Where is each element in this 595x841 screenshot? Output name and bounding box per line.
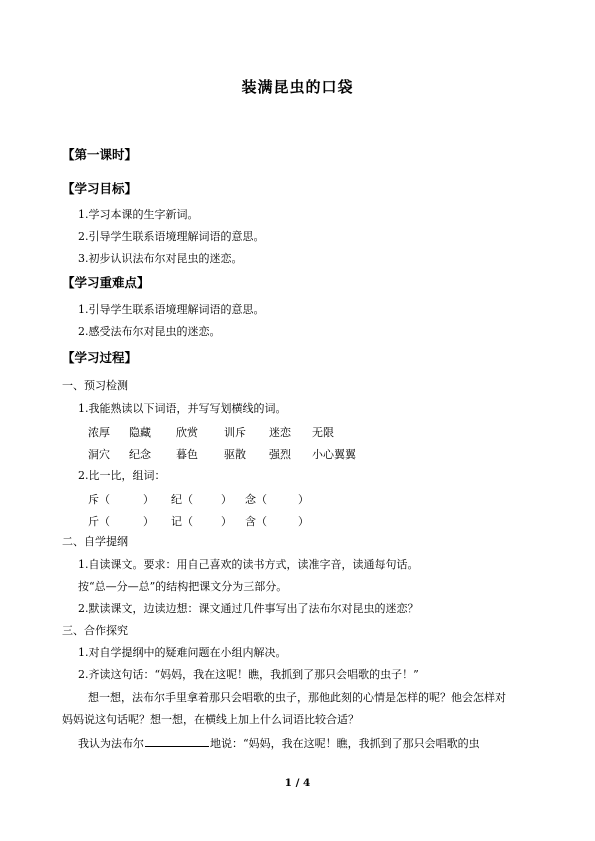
compare-close: ）: [143, 515, 154, 528]
section-goals: 【学习目标】: [62, 181, 138, 196]
part2-heading: 二、自学提纲: [62, 535, 128, 548]
compare-close: ）: [221, 515, 232, 528]
fill-prefix: 我认为法布尔: [78, 737, 144, 750]
compare-char: 斥（: [88, 493, 110, 506]
compare-close: ）: [221, 493, 232, 506]
goal-item: 2.引导学生联系语境理解词语的意思。: [78, 230, 265, 243]
word: 迷恋: [269, 426, 291, 439]
part2-line: 2.默读课文，边读边想：课文通过几件事写出了法布尔对昆虫的迷恋？: [78, 602, 419, 615]
key-item: 1.引导学生联系语境理解词语的意思。: [78, 303, 265, 316]
word: 浓厚: [88, 426, 110, 439]
word: 暮色: [176, 448, 198, 461]
section-key: 【学习重难点】: [62, 275, 150, 290]
compare-char: 斤（: [88, 515, 110, 528]
answer-blank[interactable]: [145, 735, 209, 747]
word: 欣赏: [176, 426, 198, 439]
compare-close: ）: [298, 515, 309, 528]
part3-line: 1.对自学提纲中的疑难问题在小组内解决。: [78, 646, 287, 659]
word: 无限: [312, 426, 334, 439]
part3-line: 想一想，法布尔手里拿着那只会唱歌的虫子，那他此刻的心情是怎样的呢？他会怎样对: [88, 691, 506, 704]
word: 驱散: [224, 448, 246, 461]
word: 训斥: [224, 426, 246, 439]
section-process: 【学习过程】: [62, 350, 138, 365]
word: 小心翼翼: [312, 448, 356, 461]
word: 强烈: [269, 448, 291, 461]
compare-close: ）: [143, 493, 154, 506]
compare-close: ）: [298, 493, 309, 506]
part3-fill-line: [78, 735, 480, 751]
part1-q2: 2.比一比，组词：: [78, 469, 166, 482]
compare-char: 记（: [171, 515, 193, 528]
key-item: 2.感受法布尔对昆虫的迷恋。: [78, 325, 221, 338]
compare-char: 念（: [245, 493, 267, 506]
part1-heading: 一、预习检测: [62, 379, 128, 392]
goal-item: 1.学习本课的生字新词。: [78, 208, 199, 221]
part2-line: 1.自读课文。要求：用自己喜欢的读书方式，读准字音，读通每句话。: [78, 558, 419, 571]
part3-line: 妈妈说这句话呢？想一想，在横线上加上什么词语比较合适？: [62, 713, 359, 726]
goal-item: 3.初步认识法布尔对昆虫的迷恋。: [78, 252, 243, 265]
page-number: 1 / 4: [284, 777, 311, 789]
word: 洞穴: [88, 448, 110, 461]
page-title: 装满昆虫的口袋: [241, 78, 354, 96]
section-lesson: 【第一课时】: [62, 147, 138, 162]
part1-q1: 1.我能熟读以下词语，并写写划横线的词。: [78, 402, 287, 415]
part2-line: 按“总—分—总”的结构把课文分为三部分。: [78, 580, 288, 593]
compare-char: 含（: [245, 515, 267, 528]
part3-heading: 三、合作探究: [62, 624, 128, 637]
part3-line: 2.齐读这句话：“妈妈，我在这呢！瞧，我抓到了那只会唱歌的虫子！”: [78, 668, 419, 681]
word: 隐藏: [129, 426, 151, 439]
word: 纪念: [129, 448, 151, 461]
compare-char: 纪（: [171, 493, 193, 506]
fill-suffix: 地说：“妈妈，我在这呢！瞧，我抓到了那只会唱歌的虫: [210, 737, 480, 750]
